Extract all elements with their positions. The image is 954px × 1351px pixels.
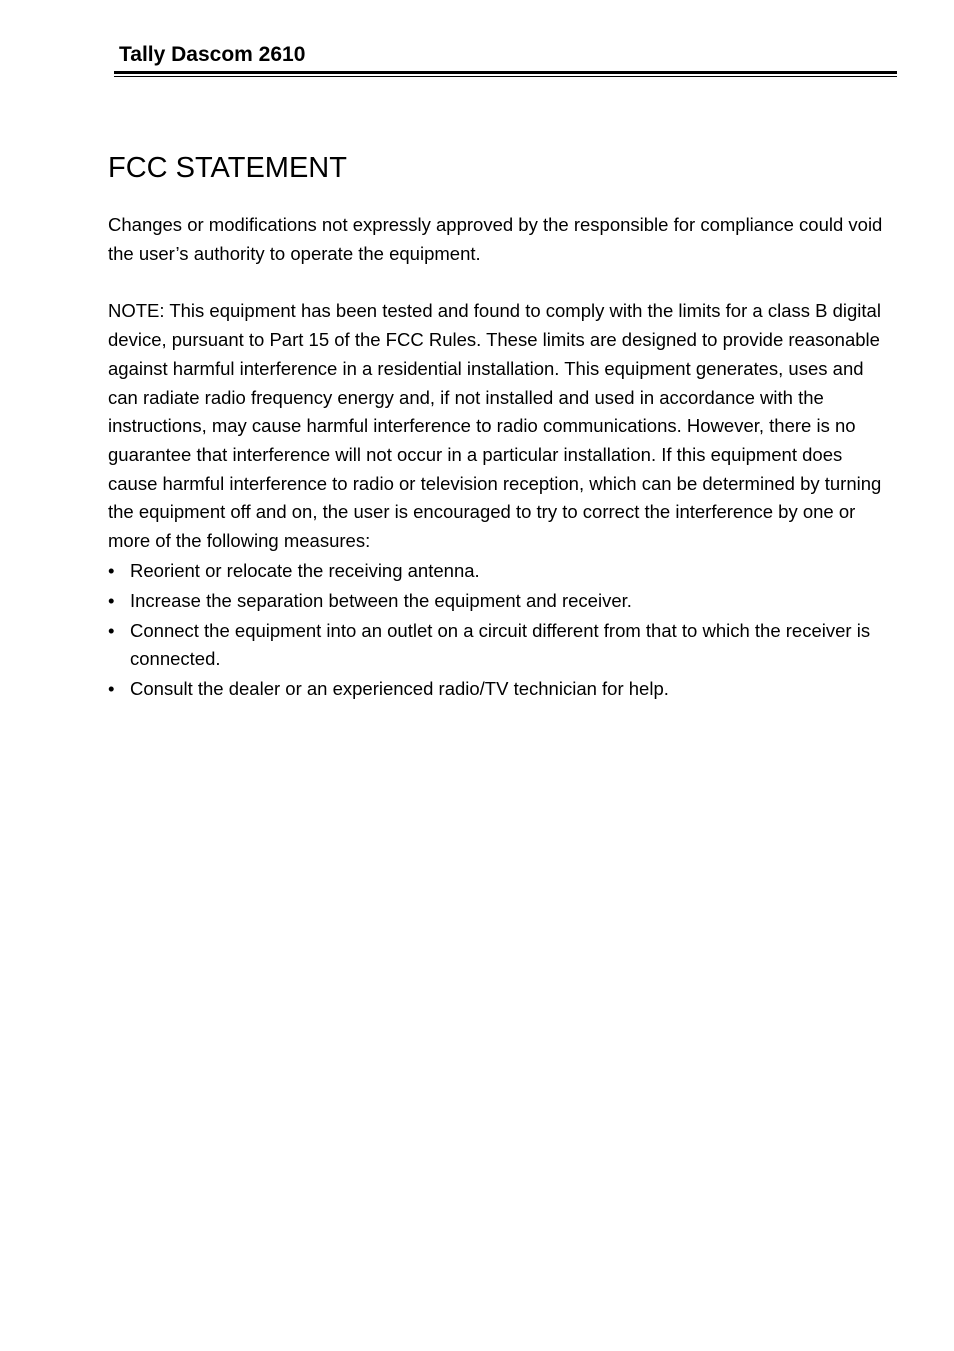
list-item-text: Reorient or relocate the receiving antenna. [130,559,480,581]
page-header-title: Tally Dascom 2610 [119,43,306,66]
bullet-icon: • [108,619,115,641]
bullet-icon: • [108,559,115,581]
paragraph-modifications: Changes or modifications not expressly approved by the responsible for compliance could void the user’s authority to operate the equipment. [108,214,883,264]
paragraph-note: NOTE: This equipment has been tested and found to comply with the limits for a class B digital device, pursuant to Part 15 of the FCC Rules. These limits are designed to provide reasonable against harmful interference in a residential installation. This equipment generates, uses and can radiate radio frequency energy and, if not installed and used in accordance with the instructions, may cause harmful interference to radio communications. However, there is no guarantee that interference will not occur in a particular installation. If this equipment does cause harmful interference to radio or television reception, which can be determined by turning the equipment off and on, the user is encouraged to try to correct the interference by one or more of the following measures: [108,300,882,552]
list-item-text: Increase the separation between the equipment and receiver. [130,589,632,611]
bullet-icon: • [108,589,115,611]
list-item [108,675,888,704]
list-item [108,587,888,616]
measures-list [108,557,888,704]
list-item [108,617,888,674]
header-rule-thin [114,76,897,77]
list-item [108,557,888,586]
header-rule-thick [114,71,897,74]
document-body [108,150,888,705]
bullet-icon: • [108,678,115,700]
section-title: FCC STATEMENT [108,152,347,184]
list-item-text: Consult the dealer or an experienced radio/TV technician for help. [130,678,669,700]
list-item-text: Connect the equipment into an outlet on a circuit different from that to which the receiver is connected. [130,619,871,670]
